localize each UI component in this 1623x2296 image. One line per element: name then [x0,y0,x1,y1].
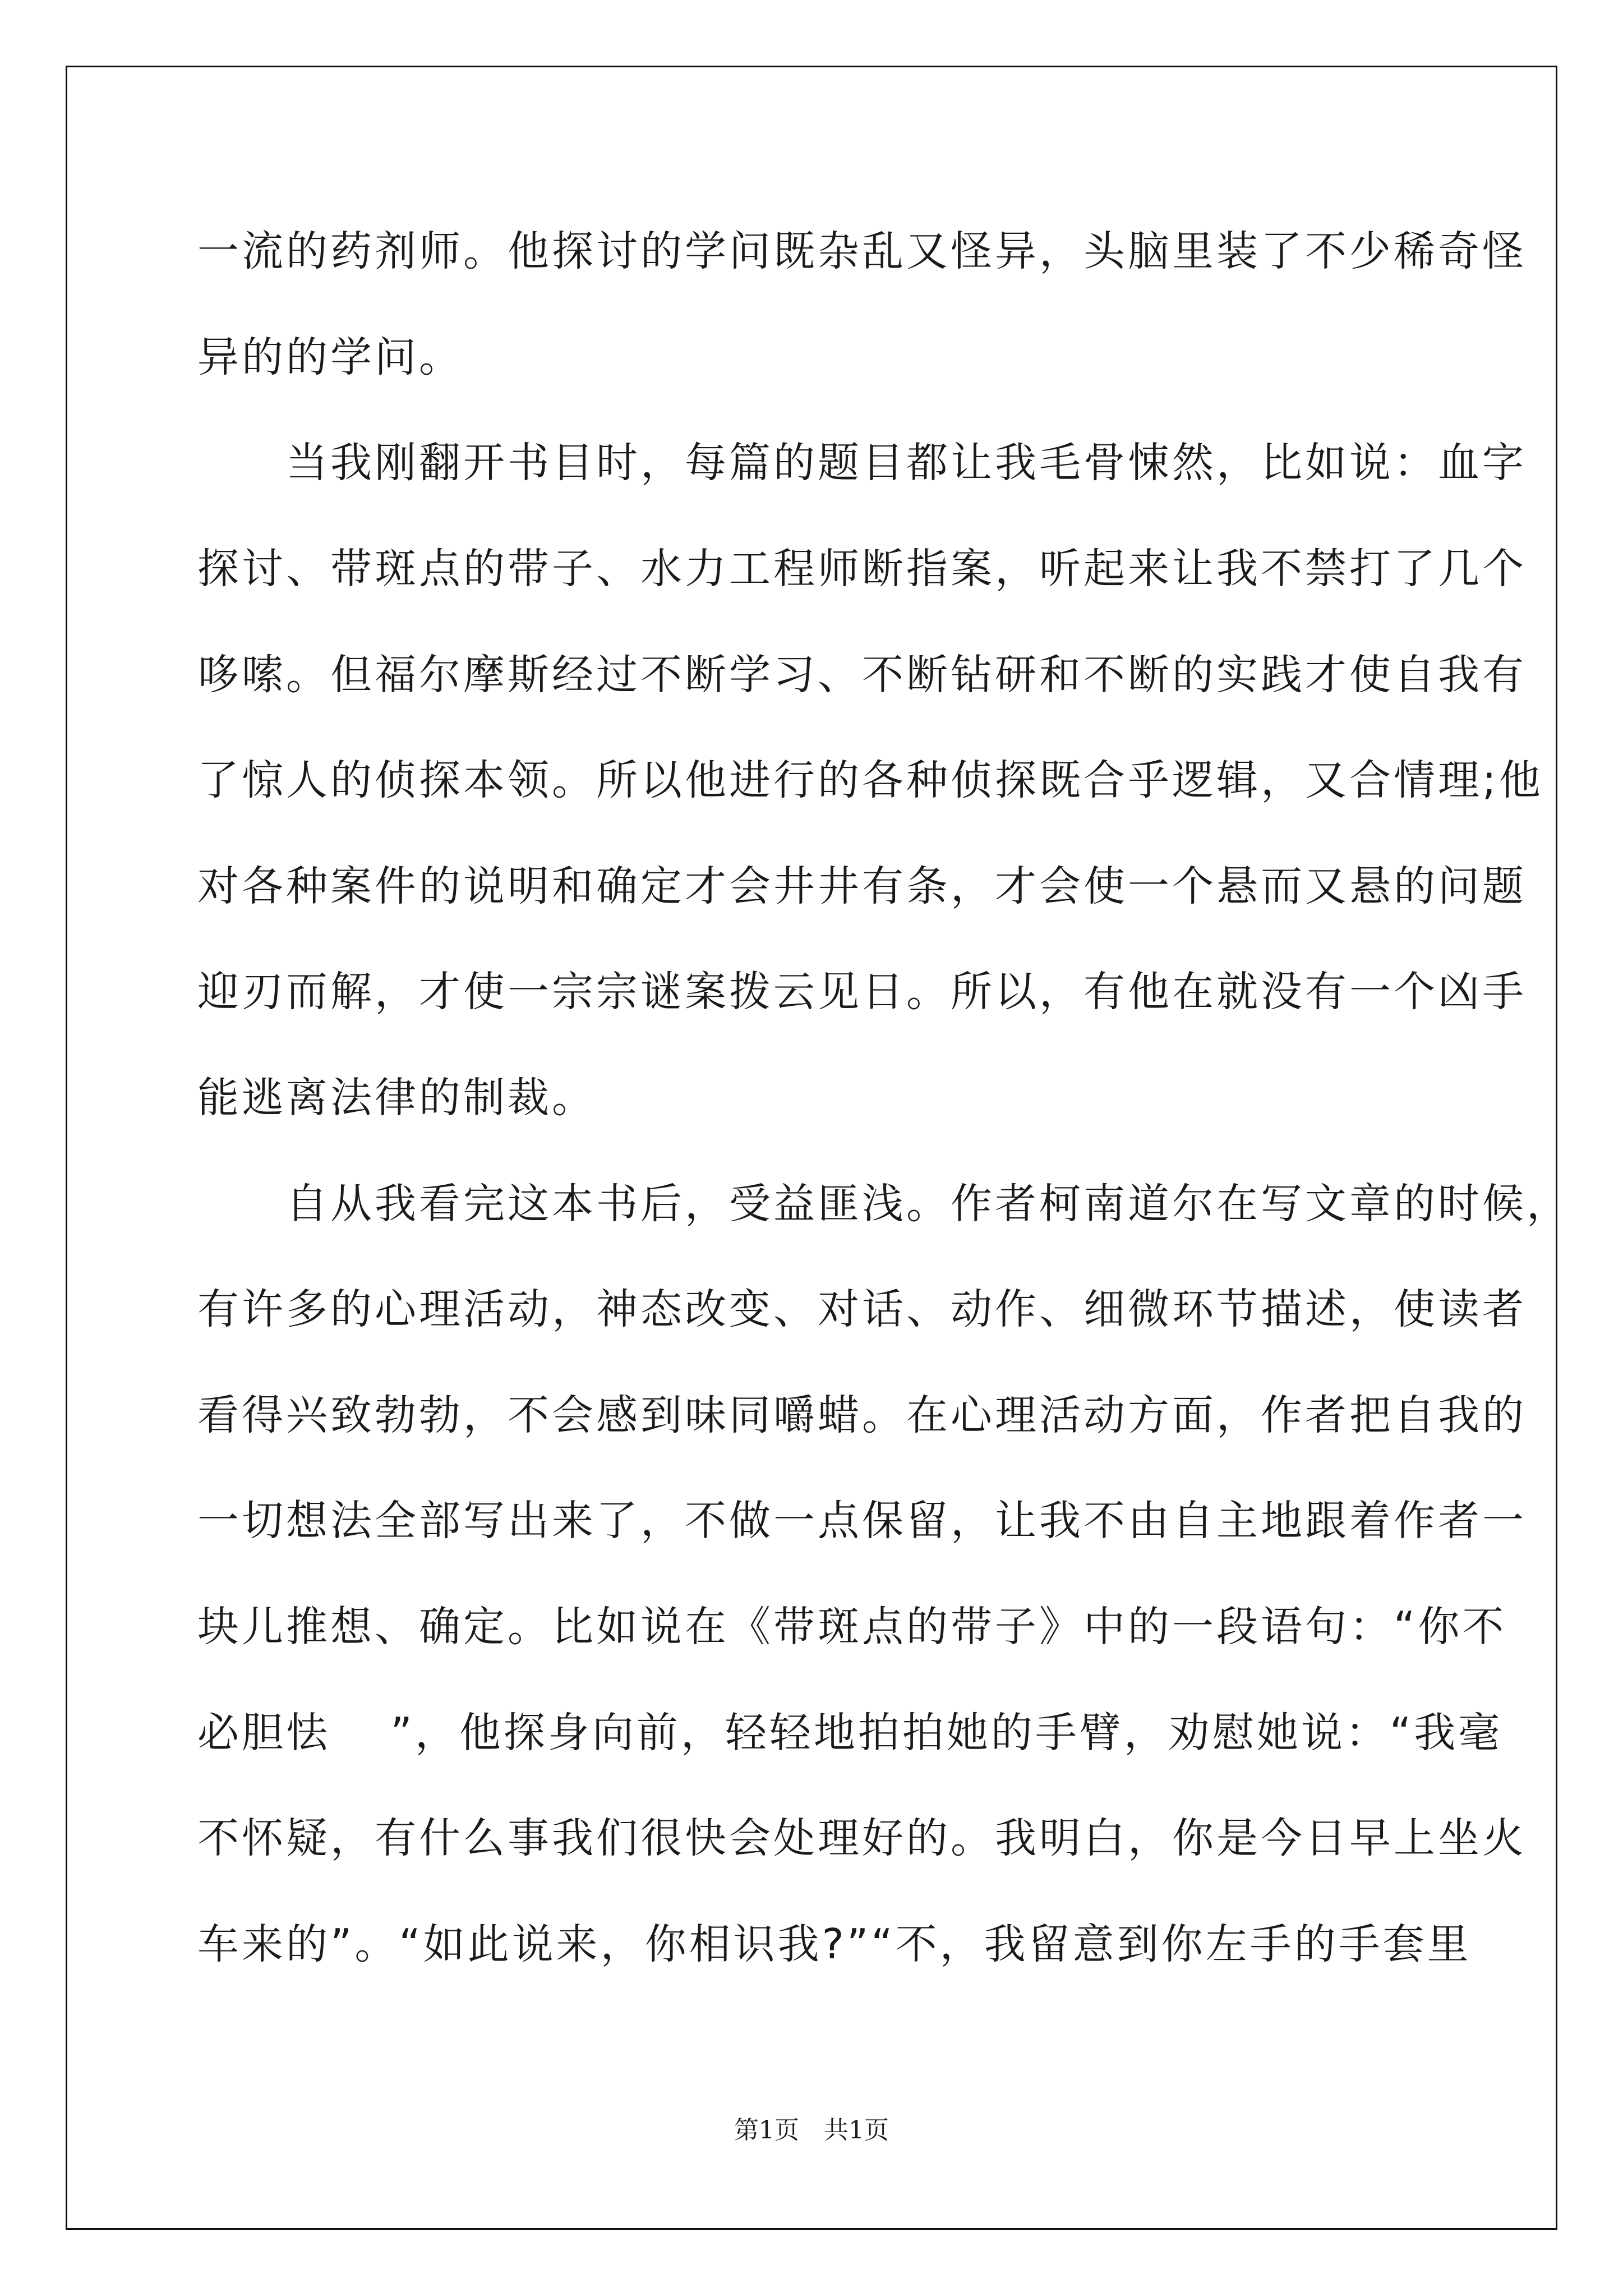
body-text-line: 有许多的心理活动，神态改变、对话、动作、细微环节描述，使读者 [197,1285,1527,1333]
body-text-line: 当我刚翻开书目时，每篇的题目都让我毛骨悚然，比如说：血字 [197,439,1527,487]
body-text-line: 必胆怯 ”，他探身向前，轻轻地拍拍她的手臂，劝慰她说：“我毫 [197,1709,1503,1757]
body-text-line: 能逃离法律的制裁。 [197,1074,596,1122]
body-text-line: 探讨、带斑点的带子、水力工程师断指案，听起来让我不禁打了几个 [197,545,1527,593]
body-text-line: 一流的药剂师。他探讨的学问既杂乱又怪异，头脑里装了不少稀奇怪 [197,227,1527,275]
body-text-line: 迎刃而解，才使一宗宗谜案拨云见日。所以，有他在就没有一个凶手 [197,968,1527,1016]
body-text-line: 不怀疑，有什么事我们很快会处理好的。我明白，你是今日早上坐火 [197,1814,1527,1862]
body-text-line: 对各种案件的说明和确定才会井井有条，才会使一个悬而又悬的问题 [197,862,1527,910]
body-text-line: 车来的”。“如此说来，你相识我?”“不，我留意到你左手的手套里 [197,1920,1472,1968]
body-text-line: 了惊人的侦探本领。所以他进行的各种侦探既合乎逻辑，又合情理;他 [197,756,1543,804]
body-text-line: 一切想法全部写出来了，不做一点保留，让我不由自主地跟着作者一 [197,1497,1527,1545]
body-text-line: 块儿推想、确定。比如说在《带斑点的带子》中的一段语句：“你不 [197,1603,1507,1651]
body-text-line: 自从我看完这本书后，受益匪浅。作者柯南道尔在写文章的时候， [197,1180,1571,1228]
body-text-line: 哆嗦。但福尔摩斯经过不断学习、不断钻研和不断的实践才使自我有 [197,651,1527,699]
body-text-line: 异的的学问。 [197,333,463,381]
body-text-line: 看得兴致勃勃，不会感到味同嚼蜡。在心理活动方面，作者把自我的 [197,1391,1527,1439]
page-number-footer: 第1页 共1页 [734,2116,889,2145]
